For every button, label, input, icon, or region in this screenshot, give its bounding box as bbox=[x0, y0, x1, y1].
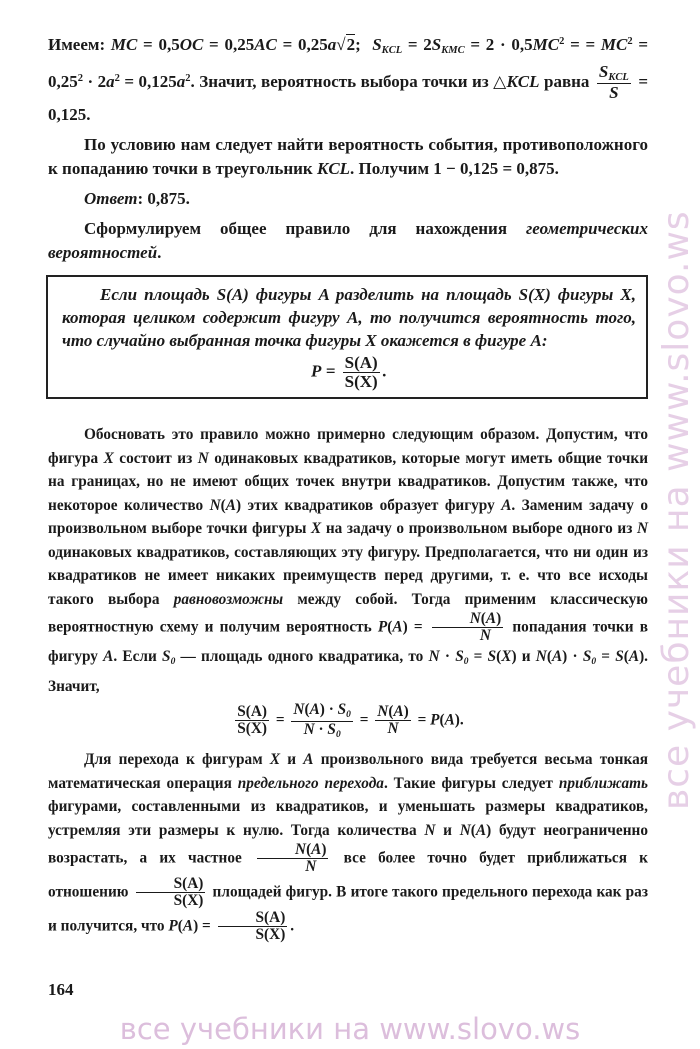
rule-formula: P = $\frac{S(A)}{S(X)}$ . bbox=[311, 352, 387, 391]
rule-box bbox=[46, 275, 648, 400]
explanation-text: Обосновать это правило можно примерно следующим образом. Допустим, что фигура X состоит из N одинаковых квадратиков, которые могут иметь общие точки на границах, но не имеют общих точек внутри квадратиков. Допустим также, что некоторое количество N(A) этих квадратиков образует фигуру A. Заменим задачу о произвольном выборе точки фигуры X на задачу о произвольном выборе одного из N одинаковых квадратиков, составляющих эту фигуру. Предполагается, что ни один из квадратиков не имеет никаких преимуществ перед другими, т. е. что все исходы такого выбора равновозможны между собой. Тогда применим классическую вероятностную схему и получим вероятность P(A) = $\frac{N(A)}{N}$ попадания точки в фигуру A. Если $S_0$ — площадь одного квадратика, то $N \cdot S_0 = S(X)$ и $N(A) \cdot S_0 = S(A)$. Значит, $\frac{S(A)}{S(X)}$ = $\frac{N(A) \cdot S_0}{N \cdot S_0}$ = $\frac{N(A)}{N}$ = P(A). Для перехода к фигурам X и A произвольного вида требуется весьма тонкая математическая операция предельного перехода. Такие фигуры следует приближать фигурами, составленными из квадратиков, и уменьшать размеры квадратиков, устремляя эти размеры к нулю. Тогда количества N и N(A) будут неограниченно возрастать, а их частное $\frac{N(A)}{N}$ все более точно будет приближаться к отношению $\frac{S(A)}{S(X)}$ площадей фигур. В итоге такого предельного перехода как раз и получится, что P(A) = $\frac{S(A)}{S(X)}$ . bbox=[48, 426, 649, 943]
answer-label: Ответ bbox=[84, 188, 138, 208]
page-content bbox=[48, 30, 648, 944]
rule-text: Если площадь S(A) фигуры A разделить на площадь S(X) фигуры X, которая целиком содержит фигуру A, то получится вероятность того, что случайно выбранная точка фигуры X окажется в фигуре A: bbox=[62, 284, 636, 350]
page-number: 164 bbox=[48, 980, 74, 999]
answer-value: : 0,875. bbox=[137, 188, 190, 208]
watermark-vertical: все учебники на www.slovo.ws bbox=[656, 210, 697, 810]
watermark-bottom: все учебники на www.slovo.ws bbox=[119, 1012, 581, 1046]
solution-paragraph: Имеем: MC = 0,5OC = 0,25AC = 0,25a√2; $S_{KCL} = 2S_{KMC} = 2 \cdot 0,5MC^2$ = = $MC^2 = 0,25^2 \cdot 2a^2 = 0,125a^2$. Значит, вероятность выбора точки из △KCL равна $\frac{S_{KCL}}{S}$ = 0,125. По условию нам следует найти вероятность события, противоположного к попаданию точки в треугольник KCL. Получим 1 − 0,125 = 0,875. Ответ: 0,875. Сформулируем общее правило для нахождения геометрических вероятностей. bbox=[48, 34, 649, 262]
